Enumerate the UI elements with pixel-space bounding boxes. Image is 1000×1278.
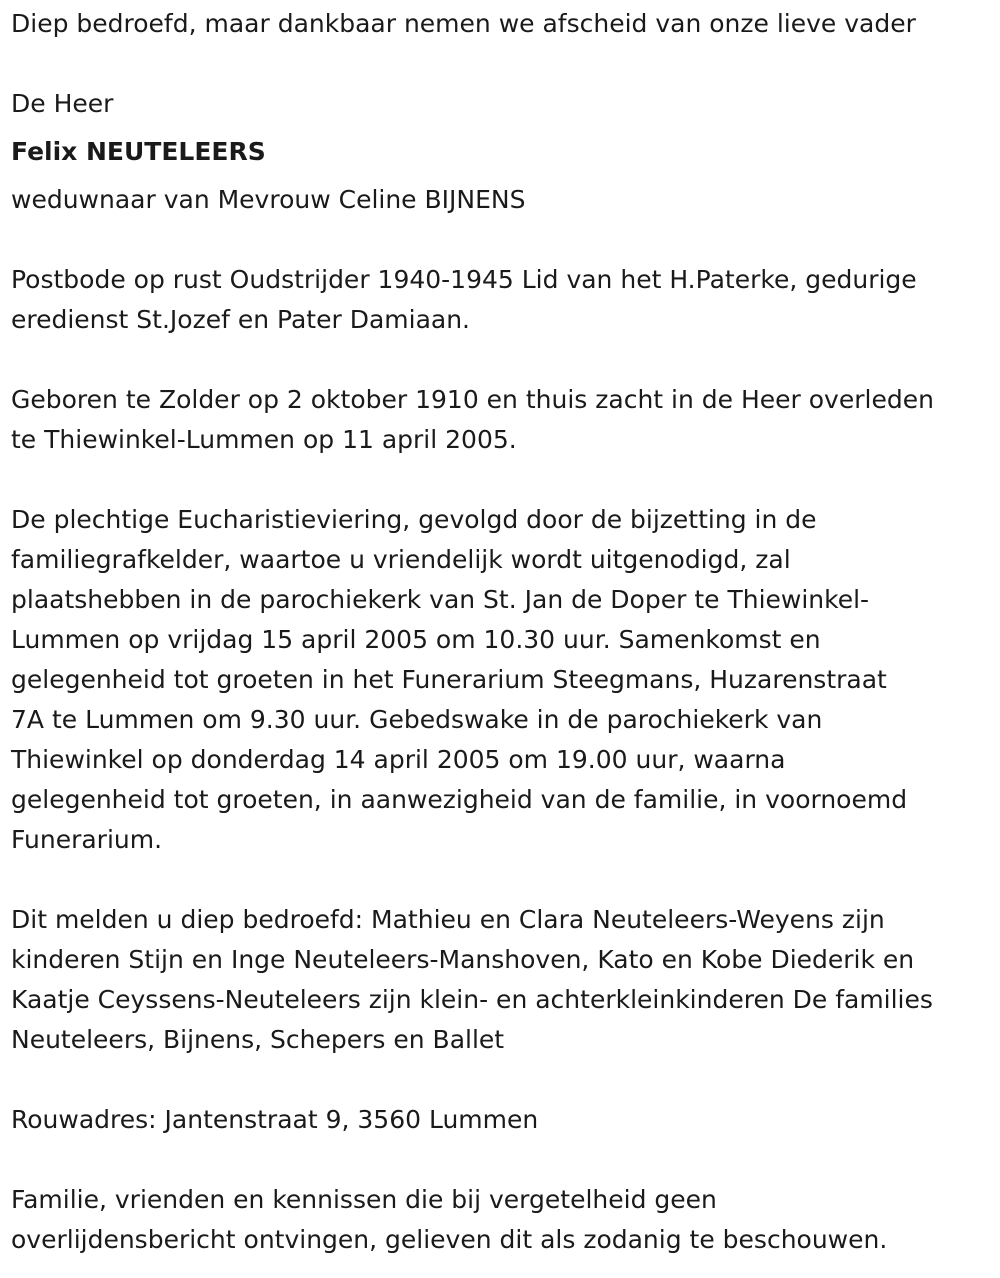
ceremony-line: gelegenheid tot groeten in het Funerarium Steegmans, Huzarenstraat	[11, 665, 887, 694]
occupation-line: Postbode op rust Oudstrijder 1940-1945 Lid van het H.Paterke, gedurige	[11, 265, 917, 294]
ceremony-line: plaatshebben in de parochiekerk van St. Jan de Doper te Thiewinkel-	[11, 585, 870, 614]
family-line: Neuteleers, Bijnens, Schepers en Ballet	[11, 1025, 505, 1054]
spacer	[11, 44, 980, 84]
spacer	[11, 1060, 980, 1100]
ceremony-line: De plechtige Eucharistieviering, gevolgd door de bijzetting in de	[11, 505, 817, 534]
spacer	[11, 124, 980, 132]
spacer	[11, 340, 980, 380]
birth-death-line: Geboren te Zolder op 2 oktober 1910 en thuis zacht in de Heer overleden	[11, 385, 934, 414]
ceremony-line: gelegenheid tot groeten, in aanwezigheid van de familie, in voornoemd	[11, 785, 908, 814]
ceremony-line: 7A te Lummen om 9.30 uur. Gebedswake in de parochiekerk van	[11, 705, 823, 734]
intro-line: Diep bedroefd, maar dankbaar nemen we afscheid van onze lieve vader	[11, 9, 916, 38]
spacer	[11, 460, 980, 500]
spacer	[11, 1140, 980, 1180]
ceremony-line: Funerarium.	[11, 825, 163, 854]
deceased-name: Felix NEUTELEERS	[11, 137, 266, 166]
mourning-address: Rouwadres: Jantenstraat 9, 3560 Lummen	[11, 1105, 539, 1134]
ceremony-line: Lummen op vrijdag 15 april 2005 om 10.30 uur. Samenkomst en	[11, 625, 821, 654]
closing-line: overlijdensbericht ontvingen, gelieven dit als zodanig te beschouwen.	[11, 1225, 888, 1254]
family-line: Dit melden u diep bedroefd: Mathieu en Clara Neuteleers-Weyens zijn	[11, 905, 885, 934]
ceremony-line: Thiewinkel op donderdag 14 april 2005 om 19.00 uur, waarna	[11, 745, 786, 774]
ceremony-line: familiegrafkelder, waartoe u vriendelijk wordt uitgenodigd, zal	[11, 545, 791, 574]
closing-line: Familie, vrienden en kennissen die bij vergetelheid geen	[11, 1185, 717, 1214]
spacer	[11, 860, 980, 900]
spacer	[11, 220, 980, 260]
occupation-line: eredienst St.Jozef en Pater Damiaan.	[11, 305, 470, 334]
spouse-line: weduwnaar van Mevrouw Celine BIJNENS	[11, 185, 526, 214]
family-line: kinderen Stijn en Inge Neuteleers-Manshoven, Kato en Kobe Diederik en	[11, 945, 915, 974]
spacer	[11, 172, 980, 180]
birth-death-line: te Thiewinkel-Lummen op 11 april 2005.	[11, 425, 517, 454]
family-line: Kaatje Ceyssens-Neuteleers zijn klein- en achterkleinkinderen De families	[11, 985, 933, 1014]
honorific: De Heer	[11, 89, 114, 118]
